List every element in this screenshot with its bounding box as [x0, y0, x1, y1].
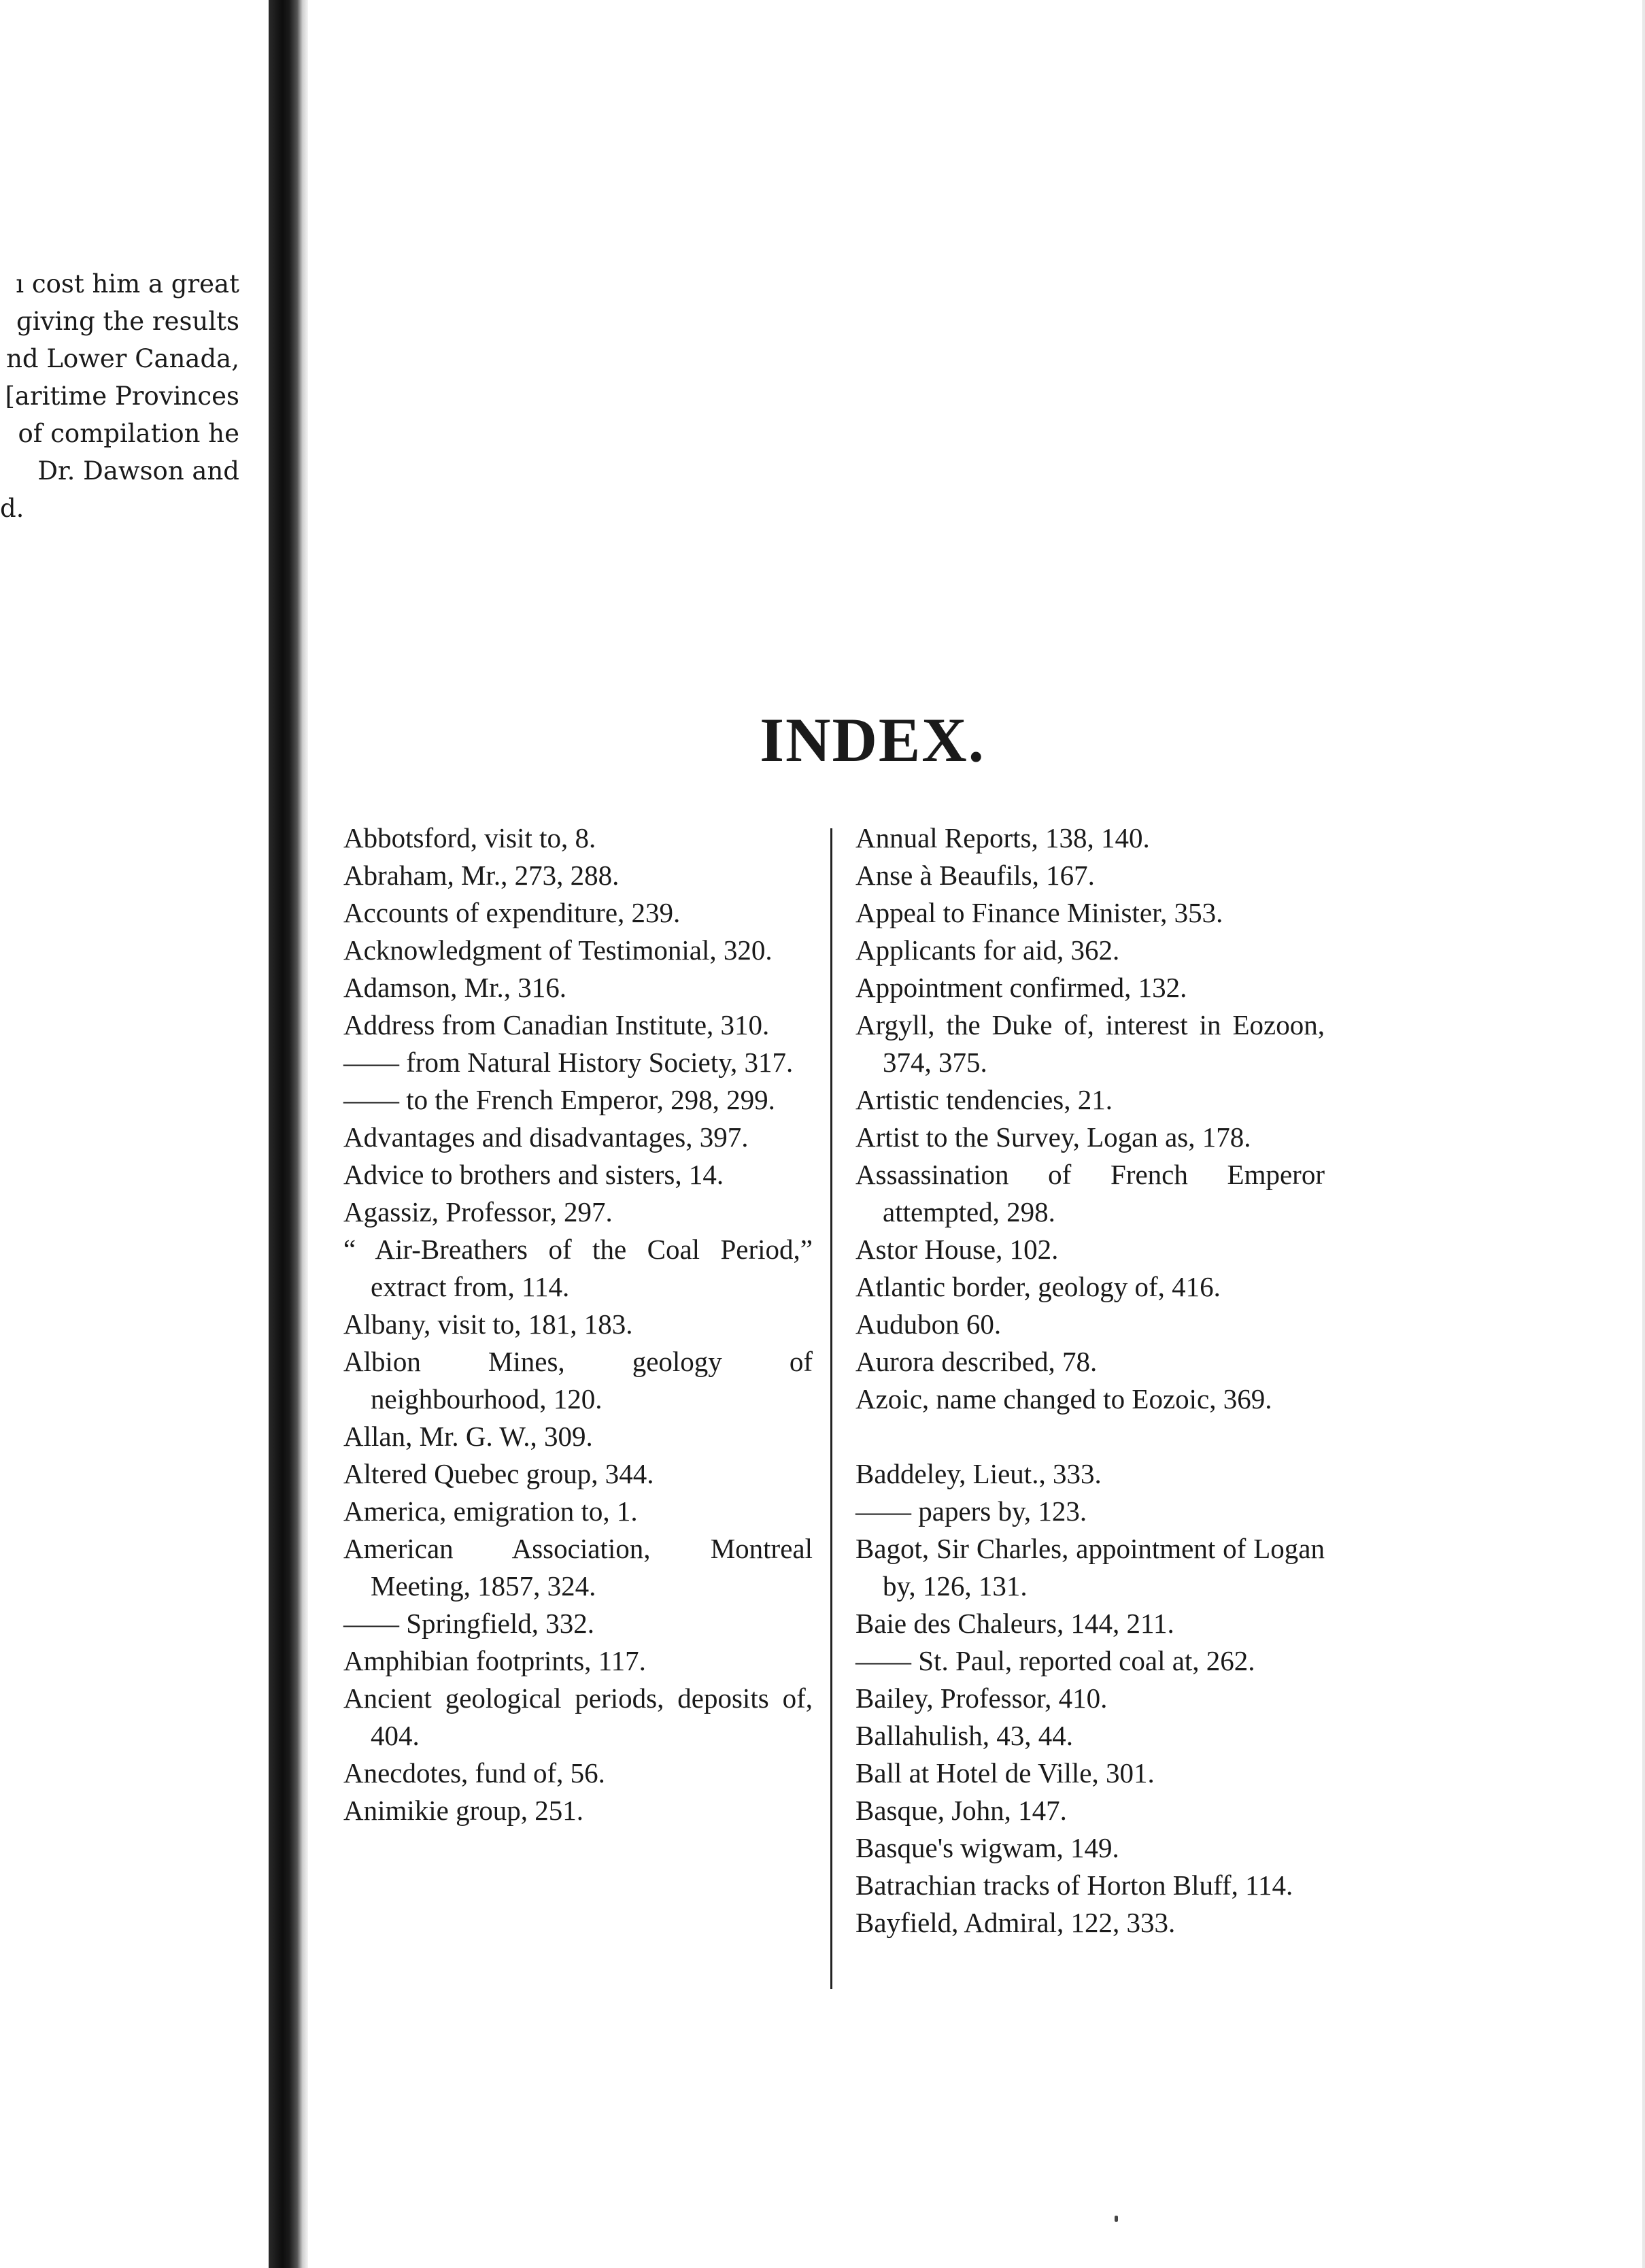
- index-entry: Bayfield, Admiral, 122, 333.: [855, 1907, 1176, 1938]
- index-entry: America, emigration to, 1.: [343, 1495, 638, 1527]
- page-title: INDEX.: [760, 705, 985, 775]
- index-entry: Agassiz, Professor, 297.: [343, 1196, 613, 1228]
- index-entry: Basque, John, 147.: [855, 1795, 1067, 1826]
- index-entry: Assassination of French Emperor attempted, 298.: [855, 1159, 1325, 1228]
- index-entry: Albany, visit to, 181, 183.: [343, 1308, 633, 1340]
- index-entry: Azoic, name changed to Eozoic, 369.: [855, 1383, 1272, 1415]
- index-entry: Address from Canadian Institute, 310.: [343, 1009, 770, 1040]
- index-entry: Albion Mines, geology of neighbourhood, 120.: [343, 1346, 813, 1415]
- facing-line: d.: [0, 494, 24, 523]
- index-entry: Basque's wigwam, 149.: [855, 1832, 1119, 1863]
- facing-line: [aritime Provinces: [5, 382, 239, 411]
- index-entry: Anecdotes, fund of, 56.: [343, 1757, 605, 1789]
- section-spacer: [855, 1418, 1325, 1455]
- facing-page-text: [0, 265, 239, 527]
- index-entry: —— Springfield, 332.: [343, 1608, 594, 1639]
- index-entry: Accounts of expenditure, 239.: [343, 897, 681, 928]
- index-column-right: [855, 819, 1325, 1942]
- index-entry: Appointment confirmed, 132.: [855, 972, 1187, 1003]
- facing-line: ɡiving the results: [16, 307, 239, 336]
- index-entry: Baddeley, Lieut., 333.: [855, 1458, 1102, 1489]
- index-entry: Audubon 60.: [855, 1308, 1002, 1340]
- index-entry: Acknowledgment of Testimonial, 320.: [343, 934, 773, 966]
- index-entry: Adamson, Mr., 316.: [343, 972, 566, 1003]
- index-entry: Artistic tendencies, 21.: [855, 1084, 1113, 1115]
- index-entry: Ancient geological periods, deposits of, 404.: [343, 1682, 813, 1751]
- index-entry: Astor House, 102.: [855, 1234, 1059, 1265]
- index-entry: Anse à Beaufils, 167.: [855, 860, 1095, 891]
- facing-line: of compilation he: [18, 419, 239, 448]
- print-speck: [1115, 2216, 1118, 2222]
- index-entry: —— from Natural History Society, 317.: [343, 1047, 794, 1078]
- facing-page: [0, 0, 269, 2268]
- index-entry: —— St. Paul, reported coal at, 262.: [855, 1645, 1255, 1676]
- page-edge: [1642, 0, 1645, 2268]
- index-entry: Argyll, the Duke of, interest in Eozoon, 374, 375.: [855, 1009, 1325, 1078]
- index-entry: Bagot, Sir Charles, appointment of Logan by, 126, 131.: [855, 1533, 1325, 1602]
- book-gutter: [269, 0, 308, 2268]
- index-entry: Ballahulish, 43, 44.: [855, 1720, 1074, 1751]
- index-entry: Artist to the Survey, Logan as, 178.: [855, 1121, 1251, 1153]
- index-entry: Aurora described, 78.: [855, 1346, 1098, 1377]
- index-entry: Atlantic border, geology of, 416.: [855, 1271, 1221, 1302]
- index-entry: Altered Quebec group, 344.: [343, 1458, 654, 1489]
- facing-line: nd Lower Canada,: [6, 344, 239, 373]
- index-entry: Annual Reports, 138, 140.: [855, 822, 1150, 853]
- index-entry: Advantages and disadvantages, 397.: [343, 1121, 749, 1153]
- index-entry: —— to the French Emperor, 298, 299.: [343, 1084, 775, 1115]
- index-entry: American Association, Montreal Meeting, 1857, 324.: [343, 1533, 813, 1602]
- index-entry: Abbotsford, visit to, 8.: [343, 822, 596, 853]
- facing-line: Dr. Dawson and: [37, 456, 239, 486]
- index-entry: —— papers by, 123.: [855, 1495, 1087, 1527]
- index-entry: Ball at Hotel de Ville, 301.: [855, 1757, 1155, 1789]
- index-entry: Animikie group, 251.: [343, 1795, 584, 1826]
- index-entry: Batrachian tracks of Horton Bluff, 114.: [855, 1869, 1293, 1901]
- index-entry: Amphibian footprints, 117.: [343, 1645, 646, 1676]
- index-column-left: [343, 819, 813, 1829]
- index-entry: Baie des Chaleurs, 144, 211.: [855, 1608, 1174, 1639]
- index-entry: Abraham, Mr., 273, 288.: [343, 860, 620, 891]
- index-entry: Applicants for aid, 362.: [855, 934, 1120, 966]
- column-divider: [830, 828, 832, 1989]
- index-entry: “ Air-Breathers of the Coal Period,” extract from, 114.: [343, 1234, 813, 1302]
- index-entry: Allan, Mr. G. W., 309.: [343, 1421, 593, 1452]
- index-entry: Advice to brothers and sisters, 14.: [343, 1159, 724, 1190]
- index-page: [308, 0, 1645, 2268]
- index-entry: Appeal to Finance Minister, 353.: [855, 897, 1223, 928]
- facing-line: ı cost him a great: [16, 269, 239, 299]
- index-entry: Bailey, Professor, 410.: [855, 1682, 1108, 1714]
